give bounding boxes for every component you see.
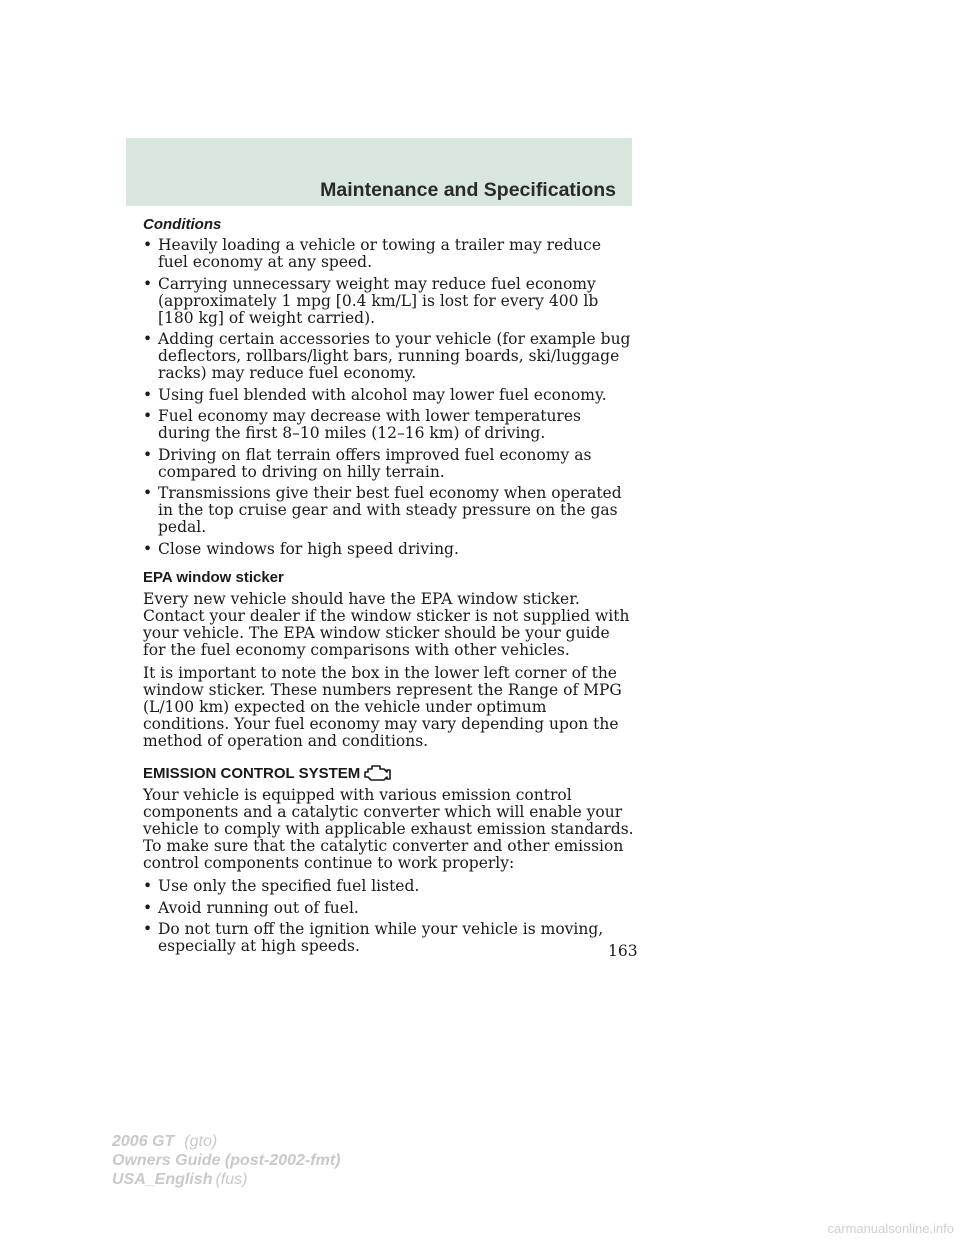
epa-paragraph-2: It is important to note the box in the lower left corner of the window sticker. These numbers represent the Range of MPG (L/100 km) expected on the vehicle under optimum conditions. Your fuel economy may vary depending upon the method of operation and conditions. [143,664,622,750]
list-item: • Fuel economy may decrease with lower temperatures during the first 8–10 miles (12–16 km) of driving. [143,407,581,442]
list-item: • Use only the specified fuel listed. [143,877,420,895]
footer-line-model: 2006 GT (gto) [112,1133,218,1150]
list-item: • Driving on flat terrain offers improved fuel economy as compared to driving on hilly terrain. [143,445,592,481]
watermark: carmanualsonline.info [827,1221,954,1236]
bullet-icon: • [143,920,153,938]
bullet-icon: • [143,330,153,348]
footer [112,1132,340,1189]
bullet-icon: • [143,445,153,464]
bullet-icon: • [143,236,153,254]
list-item: • Avoid running out of fuel. [143,898,359,917]
emission-paragraph: Your vehicle is equipped with various emission control components and a catalytic converter which will enable your vehicle to comply with applicable exhaust emission standards. To make sure that the catalytic converter and other emission control components continue to work properly: [143,786,634,872]
section-title: Maintenance and Specifications [320,179,616,201]
emission-heading [143,763,635,783]
header-band [126,138,632,206]
list-item: • Transmissions give their best fuel economy when operated in the top cruise gear and with steady pressure on the gas pedal. [143,484,622,536]
bullet-icon: • [143,274,153,293]
conditions-list [143,237,635,558]
emission-heading-text: EMISSION CONTROL SYSTEM [143,765,361,782]
page-number: 163 [608,942,638,960]
list-item: • Heavily loading a vehicle or towing a trailer may reduce fuel economy at any speed. [143,236,602,271]
bullet-icon: • [143,385,153,404]
list-item: • Using fuel blended with alcohol may lower fuel economy. [143,385,607,404]
list-item: • Close windows for high speed driving. [143,539,459,558]
bullet-icon: • [143,484,153,502]
conditions-heading: Conditions [143,216,222,233]
footer-line-guide: Owners Guide (post-2002-fmt) [112,1152,341,1169]
list-item: • Carrying unnecessary weight may reduce fuel economy (approximately 1 mpg [0.4 km/L] is lost for every 400 lb [180 kg] of weight carried). [143,274,599,327]
epa-paragraph-1: Every new vehicle should have the EPA window sticker. Contact your dealer if the window sticker is not supplied with your vehicle. The EPA window sticker should be your guide for the fuel economy comparisons with other vehicles. [143,590,630,659]
bullet-icon: • [143,539,153,558]
epa-heading: EPA window sticker [143,569,284,586]
page-content [143,216,635,960]
emission-list [143,878,635,955]
bullet-icon: • [143,877,153,895]
list-item: • Do not turn off the ignition while your vehicle is moving, especially at high speeds. [143,920,604,955]
engine-icon [362,763,392,783]
bullet-icon: • [143,407,153,425]
footer-line-language: USA_English (fus) [112,1171,248,1188]
list-item: • Adding certain accessories to your vehicle (for example bug deflectors, rollbars/light bars, running boards, ski/luggage racks) may reduce fuel economy. [143,330,631,382]
bullet-icon: • [143,898,153,917]
